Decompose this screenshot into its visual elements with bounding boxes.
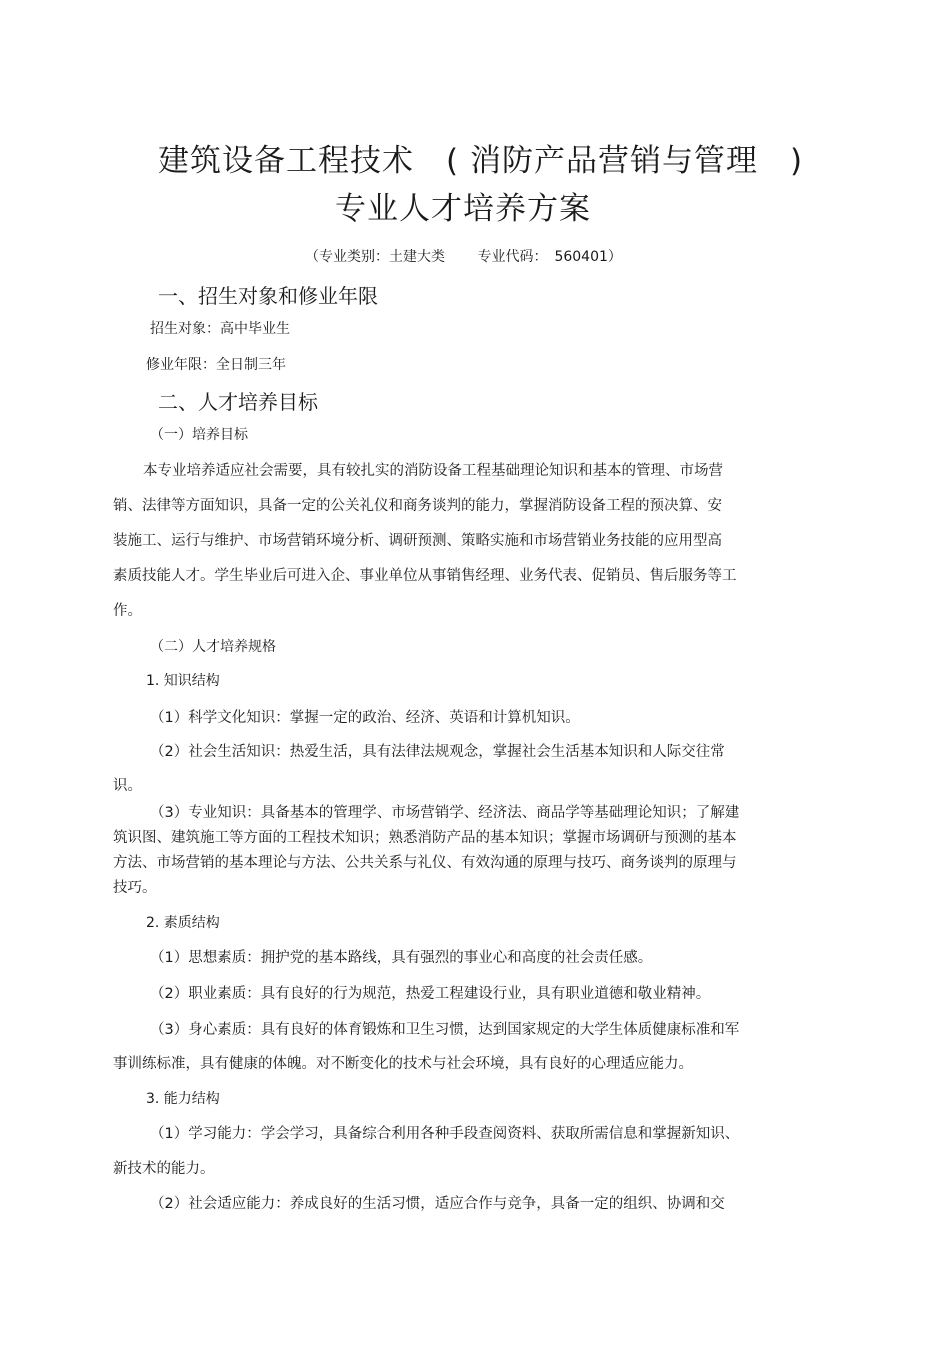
ability-item-1-cont: 新技术的能力。: [113, 1161, 215, 1177]
quality-item-3-cont: 事训练标准，具有健康的体魄。对不断变化的技术与社会环境，具有良好的心理适应能力。: [113, 1056, 693, 1072]
goal-paragraph-line: 装施工、运行与维护、市场营销环境分析、调研预测、策略实施和市场营销业务技能的应用型高: [113, 533, 722, 549]
section-1-heading: 一、招生对象和修业年限: [158, 284, 378, 308]
goal-paragraph-line: 素质技能人才。学生毕业后可进入企、事业单位从事销售经理、业务代表、促销员、售后服务等工: [113, 568, 737, 584]
knowledge-item-1: （1）科学文化知识：掌握一定的政治、经济、英语和计算机知识。: [150, 710, 580, 726]
category-code-line: （专业类别：土建大类 专业代码： 560401）: [305, 249, 622, 265]
document-title-line1: 建筑设备工程技术 ( 消防产品营销与管理 ): [158, 143, 804, 179]
ability-item-2: （2）社会适应能力：养成良好的生活习惯，适应合作与竞争，具备一定的组织、协调和交: [150, 1196, 725, 1212]
knowledge-item-3-cont: 技巧。: [113, 880, 157, 896]
section-2-heading: 二、人才培养目标: [158, 390, 318, 414]
knowledge-item-2-cont: 识。: [113, 778, 142, 794]
quality-item-3: （3）身心素质：具有良好的体育锻炼和卫生习惯，达到国家规定的大学生体质健康标准和军: [150, 1022, 740, 1038]
document-title-line2: 专业人才培养方案: [335, 191, 591, 227]
study-years: 修业年限：全日制三年: [146, 357, 286, 373]
quality-item-2: （2）职业素质：具有良好的行为规范，热爱工程建设行业，具有职业道德和敬业精神。: [150, 986, 711, 1002]
knowledge-heading: 1. 知识结构: [146, 673, 220, 689]
knowledge-item-3-cont: 方法、市场营销的基本理论与方法、公共关系与礼仪、有效沟通的原理与技巧、商务谈判的原理与: [113, 855, 737, 871]
ability-heading: 3. 能力结构: [146, 1091, 220, 1107]
knowledge-item-3-cont: 筑识图、建筑施工等方面的工程技术知识；熟悉消防产品的基本知识；掌握市场调研与预测的基本: [113, 830, 737, 846]
subsection-training-goal: （一）培养目标: [150, 427, 248, 443]
quality-item-1: （1）思想素质：拥护党的基本路线，具有强烈的事业心和高度的社会责任感。: [150, 950, 653, 966]
quality-heading: 2. 素质结构: [146, 915, 220, 931]
subsection-talent-spec: （二）人才培养规格: [150, 639, 276, 655]
ability-item-1: （1）学习能力：学会学习，具备综合利用各种手段查阅资料、获取所需信息和掌握新知识、: [150, 1126, 740, 1142]
knowledge-item-3: （3）专业知识：具备基本的管理学、市场营销学、经济法、商品学等基础理论知识；了解建: [150, 805, 740, 821]
enrollment-target: 招生对象：高中毕业生: [150, 321, 290, 337]
knowledge-item-2: （2）社会生活知识：热爱生活，具有法律法规观念，掌握社会生活基本知识和人际交往常: [150, 744, 725, 760]
goal-paragraph-line: 本专业培养适应社会需要，具有较扎实的消防设备工程基础理论知识和基本的管理、市场营: [143, 463, 723, 479]
goal-paragraph-line: 作。: [113, 603, 142, 619]
goal-paragraph-line: 销、法律等方面知识，具备一定的公关礼仪和商务谈判的能力，掌握消防设备工程的预决算、安: [113, 498, 722, 514]
